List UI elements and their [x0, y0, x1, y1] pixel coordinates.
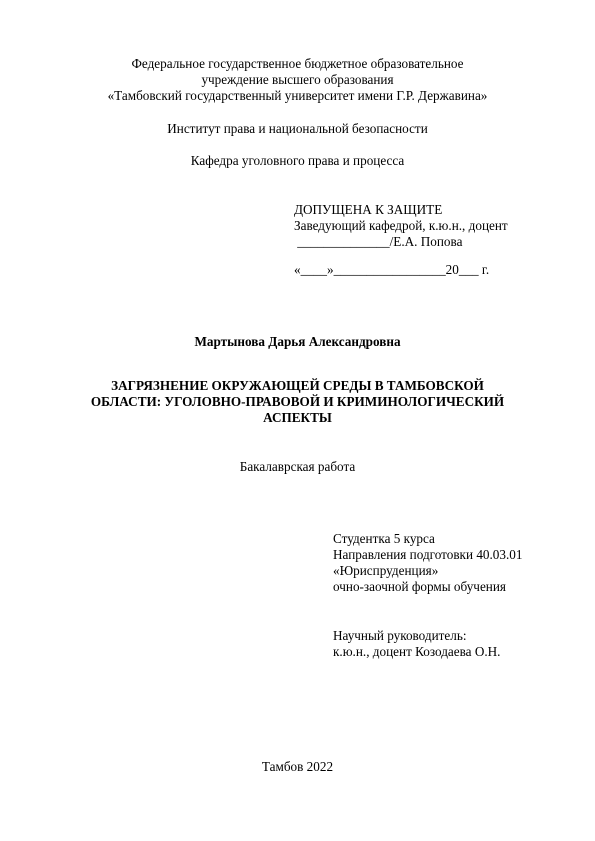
- author-name: Мартынова Дарья Александровна: [194, 334, 401, 349]
- title-line-2: ОБЛАСТИ: УГОЛОВНО-ПРАВОВОЙ И КРИМИНОЛОГИЧЕСКИЙ: [90, 394, 505, 409]
- supervisor-line-1: Научный руководитель:: [333, 628, 467, 643]
- student-info: [333, 531, 522, 595]
- title-line-3: АСПЕКТЫ: [263, 410, 332, 425]
- student-line-3: «Юриспруденция»: [333, 563, 439, 578]
- org-line-1: Федеральное государственное бюджетное образовательное: [131, 56, 464, 71]
- work-type: Бакалаврская работа: [239, 459, 356, 474]
- student-line-1: Студентка 5 курса: [333, 531, 435, 546]
- approval-date: «____»_________________20___ г.: [294, 262, 490, 277]
- approval-block: [294, 202, 508, 278]
- thesis-title: [0, 378, 595, 426]
- approval-signature: ______________/Е.А. Попова: [294, 234, 463, 249]
- org-line-3: «Тамбовский государственный университет имени Г.Р. Державина»: [107, 88, 488, 103]
- institute-name: Институт права и национальной безопасности: [167, 121, 428, 136]
- organization-header: [0, 56, 595, 104]
- city-year: Тамбов 2022: [261, 759, 334, 774]
- student-line-4: очно-заочной формы обучения: [333, 579, 506, 594]
- department-name: Кафедра уголовного права и процесса: [190, 153, 405, 168]
- org-line-2: учреждение высшего образования: [201, 72, 394, 87]
- title-line-1: ЗАГРЯЗНЕНИЕ ОКРУЖАЮЩЕЙ СРЕДЫ В ТАМБОВСКОЙ: [111, 378, 484, 393]
- approval-head: Заведующий кафедрой, к.ю.н., доцент: [294, 218, 508, 233]
- student-line-2: Направления подготовки 40.03.01: [333, 547, 523, 562]
- supervisor-line-2: к.ю.н., доцент Козодаева О.Н.: [333, 644, 501, 659]
- approval-status: ДОПУЩЕНА К ЗАЩИТЕ: [294, 202, 443, 217]
- supervisor-info: [333, 628, 500, 660]
